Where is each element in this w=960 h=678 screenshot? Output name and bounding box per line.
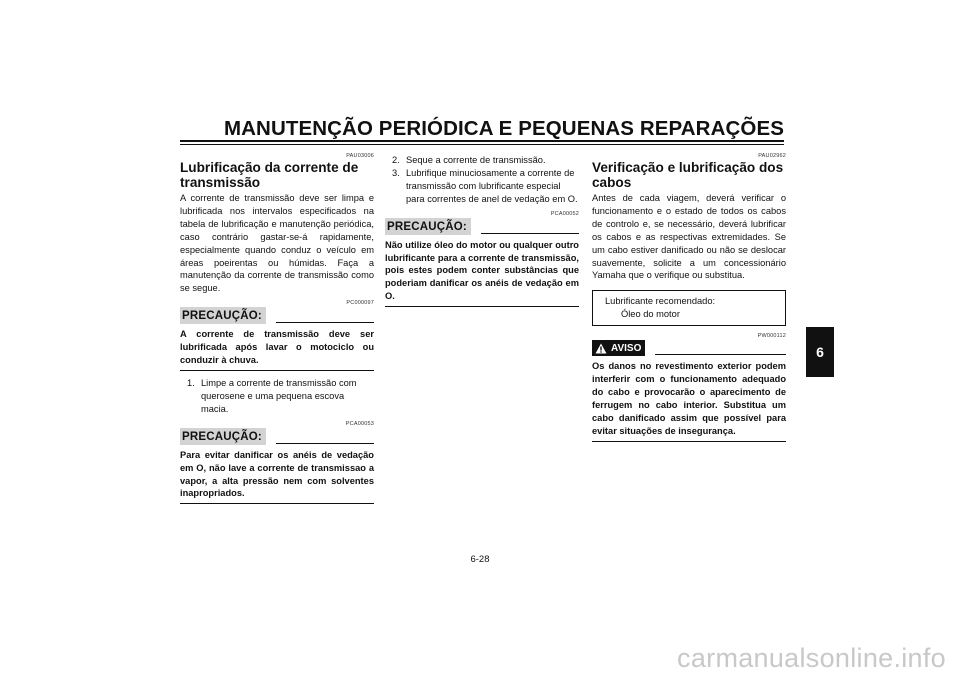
caution-label: PRECAUÇÃO: <box>180 307 266 324</box>
page-title: MANUTENÇÃO PERIÓDICA E PEQUENAS REPARAÇÕES <box>223 117 784 140</box>
cables-intro-paragraph: Antes de cada viagem, deverá verificar o funcionamento e o estado de todos os cabos de controlo e, se necessário, deverá lubrificar os cabos e as respectivas extremidades. Se um cabo estiver danificado ou não se deslocar suavemente, solicite a um concessionário Yamaha que o verifique ou substitua. <box>592 193 786 281</box>
caution-block <box>180 299 374 371</box>
title-rule <box>180 140 784 142</box>
section-code: PAU02962 <box>758 153 786 159</box>
warning-text: Os danos no revestimento exterior podem interferir com o funcionamento adequado do cabo e provocarão o aparecimento de ferrugem no cabo interior. Substitua um cabo danificado assim que possível para evitar situações de insegurança. <box>592 361 786 436</box>
list-item <box>180 377 374 416</box>
caution-text: A corrente de transmissão deve ser lubrificada após lavar o motociclo ou conduzir à chuva. <box>180 329 374 366</box>
caution-label: PRECAUÇÃO: <box>385 218 471 235</box>
column-left <box>180 152 374 504</box>
warning-code: PW000112 <box>757 333 786 340</box>
caution-end-rule <box>385 306 579 307</box>
recommended-lubricant-box <box>592 290 786 326</box>
section-heading-chain: Lubrificação da corrente de transmissão <box>180 160 359 190</box>
caution-end-rule <box>180 370 374 371</box>
warning-end-rule <box>592 441 786 442</box>
watermark: carmanualsonline.info <box>677 643 946 673</box>
warning-rule <box>655 354 786 355</box>
caution-block <box>385 210 579 308</box>
list-item <box>385 154 579 167</box>
caution-rule <box>276 443 374 444</box>
list-number: 3. <box>392 167 400 178</box>
list-item <box>385 167 579 206</box>
chain-intro-paragraph: A corrente de transmissão deve ser limpa e lubrificada nos intervalos especificados na tabela de lubrificação e manutenção periódica, caso contrário gastar-se-á rapidamente, especialmente quando conduz o veículo em áreas poeirentas ou húmidas. Faça a manutenção da corrente de transmissão como se segue. <box>180 193 374 294</box>
box-value: Óleo do motor <box>621 309 680 320</box>
caution-text: Não utilize óleo do motor ou qualquer outro lubrificante para a corrente de transmissão, pois estes podem conter substâncias que poderiam danificar os anéis de vedação em O. <box>385 239 579 302</box>
caution-rule <box>276 322 374 323</box>
caution-end-rule <box>180 503 374 504</box>
caution-code: PCA00053 <box>345 420 374 427</box>
caution-text: Para evitar danificar os anéis de vedação em O, não lave a corrente de transmissao a vapor, a alta pressão nem com solventes inapropriados. <box>180 449 374 499</box>
list-number: 1. <box>187 377 195 388</box>
warning-block <box>592 332 786 441</box>
caution-label: PRECAUÇÃO: <box>180 428 266 445</box>
caution-rule <box>481 233 579 234</box>
chapter-tab[interactable]: 6 <box>806 327 834 377</box>
column-middle <box>385 154 579 307</box>
column-right <box>592 152 786 442</box>
caution-code: PCA00052 <box>550 210 579 217</box>
section-code: PAU03006 <box>346 153 374 159</box>
warning-label <box>592 340 645 356</box>
list-text: Seque a corrente de transmissão. <box>406 155 546 165</box>
list-text: Limpe a corrente de transmissão com querosene e uma pequena escova macia. <box>201 377 357 414</box>
caution-block <box>180 420 374 505</box>
title-rule-thin <box>180 144 784 145</box>
section-heading-cables: Verificação e lubrificação dos cabos <box>592 160 784 190</box>
list-text: Lubrifique minuciosamente a corrente de transmissão com lubrificante especial para correntes de anel de vedação em O. <box>406 167 578 204</box>
box-label: Lubrificante recomendado: <box>605 296 716 307</box>
page-number: 6-28 <box>470 554 490 565</box>
warning-label-text: AVISO <box>611 343 642 355</box>
list-number: 2. <box>392 155 400 165</box>
warning-triangle-icon <box>595 343 607 354</box>
caution-code: PC000097 <box>346 300 374 307</box>
